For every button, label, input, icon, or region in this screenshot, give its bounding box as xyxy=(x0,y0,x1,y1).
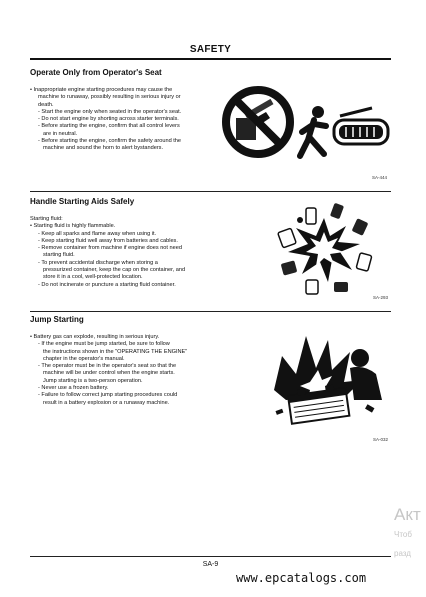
section-title-operate-from-seat: Operate Only from Operator's Seat xyxy=(30,68,162,77)
figure-label: SA-032 xyxy=(373,437,389,442)
watermark-text: Чтоб xyxy=(394,530,412,539)
text-line: chapter in the operator's manual. xyxy=(43,355,125,362)
text-line: - Keep starting fluid well away from batteries and cables. xyxy=(38,237,178,244)
section-body-starting-aids xyxy=(30,216,230,289)
starting-fluid-explosion-illustration xyxy=(272,200,377,298)
section-title-starting-aids: Handle Starting Aids Safely xyxy=(30,197,135,206)
section-title-jump-starting: Jump Starting xyxy=(30,315,84,324)
text-line: - Keep all sparks and flame away when using it. xyxy=(38,230,157,237)
text-line: • Inappropriate engine starting procedures may cause the xyxy=(30,87,173,93)
text-line: are in neutral. xyxy=(43,130,78,137)
text-line: - Do not incinerate or puncture a starting fluid container. xyxy=(38,281,176,288)
page-number: SA-9 xyxy=(202,561,219,568)
text-line: - Failure to follow correct jump starting procedures could xyxy=(38,392,178,399)
page-header-title: SAFETY xyxy=(189,44,232,55)
website-watermark: www.epcatalogs.com xyxy=(236,571,367,585)
section-divider xyxy=(30,191,391,192)
text-line: - Before starting the engine, confirm the safety around the xyxy=(38,138,182,145)
text-line: machine to runaway, possibly resulting in serious injury or xyxy=(38,94,181,101)
text-line: - Remove container from machine if engine does not need xyxy=(38,245,182,252)
text-line: - To prevent accidental discharge when storing a xyxy=(38,259,158,266)
section-body-jump-starting xyxy=(30,334,230,407)
text-line: death. xyxy=(38,101,54,108)
text-line: - If the engine must be jump started, be sure to follow xyxy=(38,341,170,348)
text-line: • Starting fluid is highly flammable. xyxy=(30,223,116,230)
text-line: machine will be under control when the engine starts. xyxy=(43,370,175,377)
figure-label: SA-293 xyxy=(373,295,389,300)
text-line: the instructions shown in the "OPERATING THE ENGINE" xyxy=(43,348,188,355)
figure-label: SA-444 xyxy=(372,175,388,180)
text-line: Jump starting is a two-person operation. xyxy=(43,377,143,384)
header-rule xyxy=(30,58,391,60)
text-line: - Never use a frozen battery. xyxy=(38,385,109,392)
section-body-operate-from-seat xyxy=(30,87,230,153)
text-line: machine and sound the horn to alert bystanders. xyxy=(43,145,164,152)
text-line: pressurized container, keep the cap on the container, and xyxy=(43,267,186,274)
watermark-text: Акт xyxy=(394,505,421,524)
battery-explosion-illustration xyxy=(266,330,392,428)
watermark-text: разд xyxy=(394,549,411,558)
section-divider xyxy=(30,311,391,312)
text-line: - Start the engine only when seated in the operator's seat. xyxy=(38,108,182,115)
text-line: result in a battery explosion or a runaway machine. xyxy=(43,399,170,406)
text-line: • Battery gas can explode, resulting in serious injury. xyxy=(30,334,160,340)
text-line: Starting fluid: xyxy=(30,216,63,222)
text-line: - Before starting the engine, confirm that all control levers xyxy=(38,123,180,130)
text-line: store it in a cool, well-protected location. xyxy=(43,274,143,281)
no-shorting-starter-illustration xyxy=(222,76,392,168)
text-line: - The operator must be in the operator's seat so that the xyxy=(38,363,177,370)
footer-rule xyxy=(30,556,391,557)
text-line: - Do not start engine by shorting across starter terminals. xyxy=(38,116,179,123)
text-line: starting fluid. xyxy=(43,252,75,259)
